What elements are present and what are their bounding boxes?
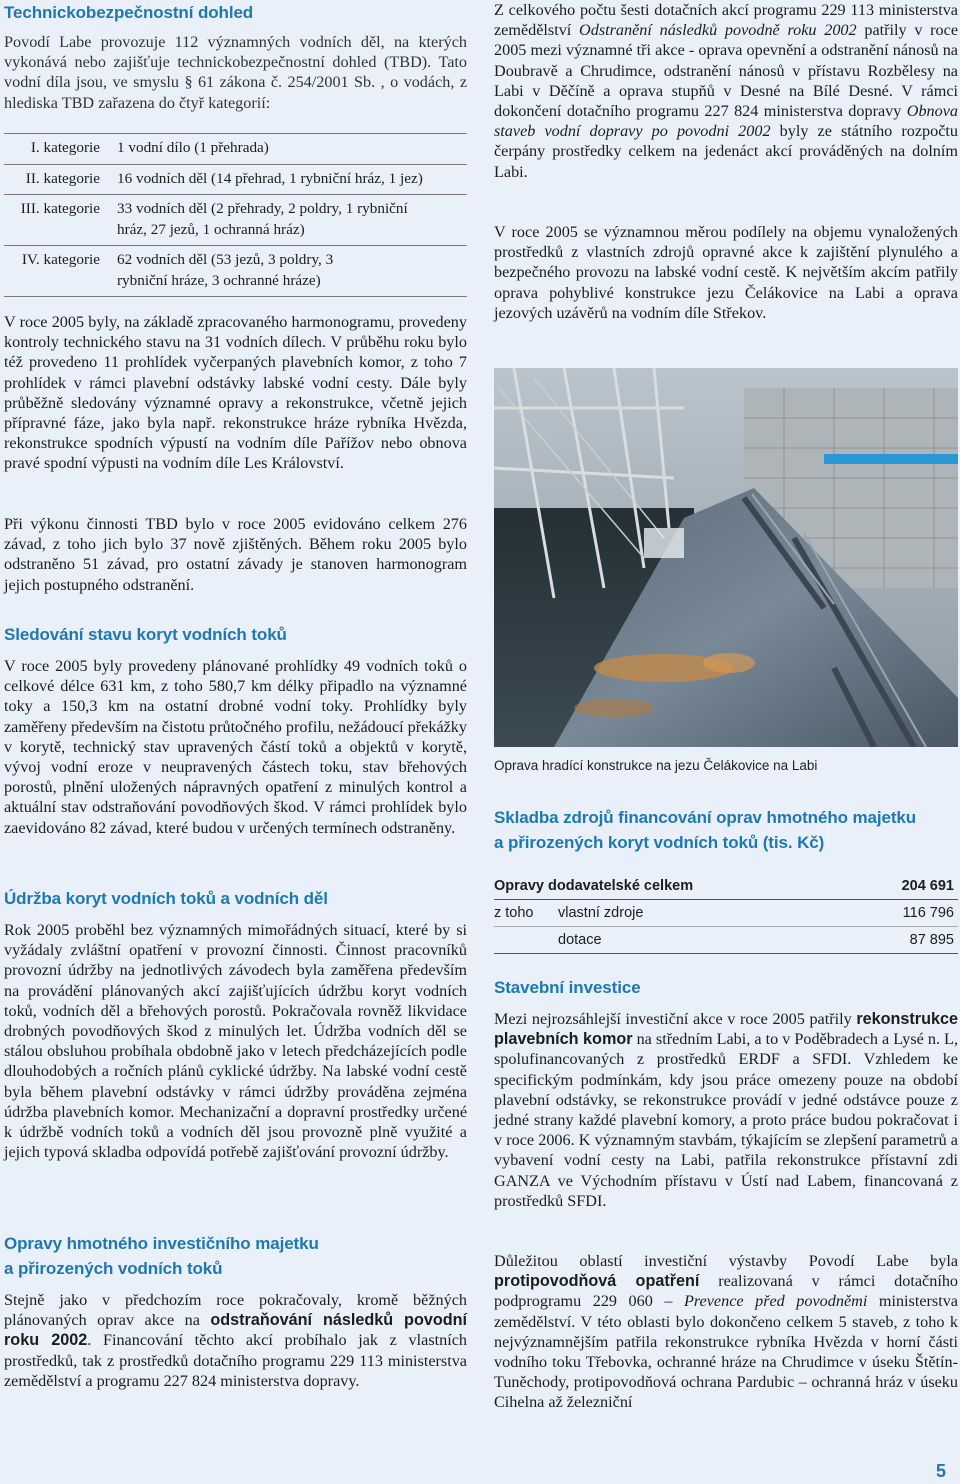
category-row <box>4 245 467 297</box>
row-value: 204 691 <box>901 878 954 894</box>
section-title-maintenance: Údržba koryt vodních toků a vodních děl <box>4 889 328 908</box>
subsidy-text-b: patřily v roce 2005 mezi významné tři akce - oprava opevnění a odstranění nánosů na Doubravě a Chrudimce, odstranění nánosů v přístavu Rozbělesy na Labi v Děčíně a oprava stupňů v Desné na Bílé Desné. V rámci dokončení dotačního programu 227 824 ministerstva dopravy <box>494 21 959 121</box>
own-resources-paragraph: V roce 2005 se významnou měrou podílely na objemu vynaložených prostředků z vlastních zdrojů opravné akce k zajištění plynulého a bezpečného provozu na labské vodní cestě. K největším akcím patřily oprava pohyblivé konstrukce jezu Čelákovice na Labi a oprava jezových uzávěrů na vodním díle Střekov. <box>494 223 958 322</box>
subsidy-text-c: byly ze státního rozpočtu čerpány prostředky celkem na jedenáct akcí prováděných na dolním Labi. <box>494 122 958 181</box>
investments-text-c: na středním Labi, a to v Poděbradech a Lysé n. L, spolufinancovaných z prostředků ERDF a SFDI. Vzhledem ke specifickým podmínkám, kdy jsou práce omezeny pouze na období plavební odstávky, se rekonstrukce provádí v jedné odstávce pouze z jedné strany každé plavební komory, a proto práce budou pokračovat i v roce 2006. K významným stavbám, týkajícím se zlepšení parametrů a vybavení vodní cesty na Labi, patřila rekonstrukce přístavní zdi GANZA ve Východním přístavu v Ústí nad Labem, financovaná z prostředků SFDI. <box>494 1030 958 1210</box>
table-row <box>494 900 958 927</box>
category-row <box>4 194 467 245</box>
row-sublabel: vlastní zdroje <box>558 905 644 921</box>
page-number: 5 <box>935 1461 946 1481</box>
section-title-repairs-line1: Opravy hmotného investičního majetku <box>4 1234 319 1253</box>
financing-table <box>494 873 958 954</box>
repairs-text-bold: odstraňování následků povodní roku 2002 <box>4 1311 467 1350</box>
subsidy-program-title-2: Obnova staveb vodní dopravy po povodni 2002 <box>494 102 958 141</box>
tbd-intro-paragraph: Povodí Labe provozuje 112 významných vodních děl, na kterých vykonává nebo zajišťuje technickobezpečnostní dohled (TBD). Tato vodní díla jsou, ve smyslu § 61 zákona č. 254/2001 Sb. , o vodách, z hlediska TBD zařazena do čtyř kategorií: <box>4 33 467 112</box>
subsidy-paragraph <box>494 0 958 182</box>
flood-protection-paragraph <box>494 1251 958 1413</box>
weir-repair-photo <box>494 368 958 747</box>
investments-text-bold: rekonstrukce plavebních komor <box>494 1010 958 1049</box>
flood-program-title: Prevence před povodněmi <box>683 1292 868 1311</box>
flood-text-bold: protipovodňová opatření <box>494 1272 700 1291</box>
photo-caption: Oprava hradící konstrukce na jezu Čelákovice na Labi <box>494 758 818 773</box>
section-title-monitoring: Sledování stavu koryt vodních toků <box>4 625 287 644</box>
row-label: Opravy dodavatelské celkem <box>494 878 694 894</box>
tbd-defects-paragraph: Při výkonu činnosti TBD bylo v roce 2005 evidováno celkem 276 závad, z toho jich bylo 37 nově zjištěných. Během roku 2005 bylo odstraněno 51 závad, pro ostatní závady je stanoven harmonogram jejich postupného odstranění. <box>4 515 467 594</box>
category-description: 16 vodních děl (14 přehrad, 1 rybniční hráz, 1 jez) <box>117 169 423 187</box>
repairs-paragraph <box>4 1290 467 1391</box>
row-value: 116 796 <box>902 905 954 921</box>
category-label: III. kategorie <box>20 200 100 217</box>
section-title-investments: Stavební investice <box>494 978 641 997</box>
category-label: II. kategorie <box>25 169 100 187</box>
section-title-tbd: Technickobezpečnostní dohled <box>4 3 254 22</box>
repairs-text-c: . Financování těchto akcí probíhalo jak z vlastních prostředků, tak z prostředků dotačního programu 229 113 ministerstva zemědělství a programu 227 824 ministerstva dopravy. <box>4 1331 467 1390</box>
section-title-repairs-line2: a přirozených vodních toků <box>4 1259 223 1278</box>
subsidy-program-title-1: Odstranění následků povodně roku 2002 <box>579 21 857 40</box>
financing-title <box>494 805 958 855</box>
maintenance-paragraph: Rok 2005 proběhl bez významných mimořádných situací, které by si vyžádaly zvláštní opatření v provozní činnosti. Činnost pracovníků provozní údržby na jednotlivých závodech byla zaměřena především na provádění plánovaných akcí zajišťujících údržbu koryt vodních toků, vodních děl a břehových porostů. Pokračovala rovněž likvidace drobných povodňových škod z minulých let. Údržba vodních děl se stálou obsluhou probíhala obdobně jako v letech předcházejících podle dlouhodobých a ročních plánů cyklické údržby. Na labské vodní cestě byla během plavební odstávky v rámci údržby prováděna zejména údržba plavebních komor. Mechanizační a dopravní prostředky určené k údržbě vodních toků a vodních děl jsou provozně plně využité a jejich typová skladba odpovídá potřebě zajišťování provozní údržby. <box>4 921 467 1162</box>
category-description: 33 vodních děl (2 přehrady, 2 poldry, 1 rybniční hráz, 27 jezů, 1 ochranná hráz) <box>117 200 408 238</box>
financing-title-line1: Skladba zdrojů financování oprav hmotného majetku <box>494 808 917 827</box>
flood-text-a: Důležitou oblastí investiční výstavby Povodí Labe byla <box>494 1252 958 1270</box>
category-row <box>4 133 467 164</box>
category-table <box>4 133 467 297</box>
category-description: 1 vodní dílo (1 přehrada) <box>117 139 269 156</box>
category-label: IV. kategorie <box>21 251 100 268</box>
repairs-text-a: Stejně jako v předchozím roce pokračovaly, kromě běžných plánovaných oprav akce na <box>4 1291 467 1330</box>
weir-photo-illustration <box>494 368 958 747</box>
investments-paragraph <box>494 1009 958 1211</box>
subsidy-text-a: Z celkového počtu šesti dotačních akcí programu 229 113 ministerstva zemědělství <box>494 1 958 40</box>
row-sublabel: dotace <box>558 932 602 948</box>
financing-title-line2: a přirozených koryt vodních toků (tis. Kč) <box>494 833 825 852</box>
row-label: z toho <box>494 905 534 921</box>
monitoring-paragraph: V roce 2005 byly provedeny plánované prohlídky 49 vodních toků o celkové délce 631 km, z toho 580,7 km délky připadlo na významné toky a 150,3 km na ostatní drobné vodní toky. Prohlídky byly zaměřeny především na čistotu průtočného profilu, nežádoucí překážky v korytě, technický stav upravených částí toků a objektů v korytě, vývoj vodní eroze v neupravených částech toku, stav břehových porostů, plnění uložených nápravných opatření z minulých kontrol a aktuální stav odstraňování povodňových škod. V rámci prohlídek bylo zaevidováno 82 závad, které budou v určených termínech odstraněny. <box>4 657 467 837</box>
flood-text-c: realizovaná v rámci dotačního podprogramu 229 060 – <box>494 1272 959 1311</box>
flood-text-d: ministerstva zemědělství. V této oblasti bylo dokončeno celkem 5 staveb, z toho k nejvýznamnějším patřila rekonstrukce rybníka Hvězda v horní části vodního toku Třebovka, ochranné hráze na Chrudimce v úseku Štětín-Tuněchody, protipovodňová ochrana Pardubic – ochranná hráz v úseku Cihelna až železniční <box>494 1292 958 1412</box>
category-label: I. kategorie <box>30 139 100 156</box>
table-row <box>494 873 958 900</box>
investments-text-a: Mezi nejrozsáhlejší investiční akce v roce 2005 patřily <box>494 1010 857 1028</box>
row-value: 87 895 <box>909 932 954 948</box>
tbd-inspections-paragraph: V roce 2005 byly, na základě zpracovaného harmonogramu, provedeny kontroly technického stavu na 31 vodních dílech. V průběhu roku bylo též provedeno 11 prohlídek vyčerpaných plavebních komor, z toho 7 prohlídek v rámci plavební odstávky labské vodní cesty. Dále byly průběžně sledovány významné opravy a rekonstrukce, včetně jejich přípravné fáze, jako byla např. rekonstrukce hráze rybníka Hvězda, rekonstrukce spodních výpustí na vodním díle Pařížov nebo obnova pravé spodní výpusti na vodním díle Les Království. <box>4 313 467 473</box>
section-title-repairs <box>4 1231 467 1281</box>
category-description: 62 vodních děl (53 jezů, 3 poldry, 3 rybniční hráze, 3 ochranné hráze) <box>117 251 334 289</box>
table-row <box>494 927 958 954</box>
category-row <box>4 164 467 195</box>
